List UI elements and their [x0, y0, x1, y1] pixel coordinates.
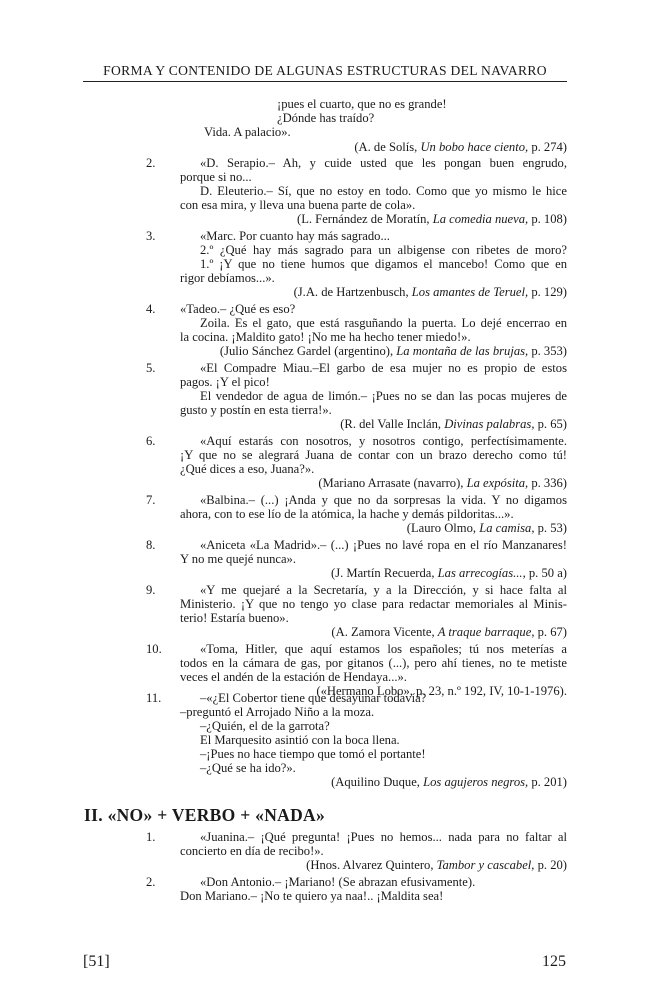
- source-citation: (Hnos. Alvarez Quintero, Tambor y cascabel, p. 20): [306, 858, 567, 872]
- example-line: Don Mariano.– ¡No te quiero ya naa!.. ¡Maldita sea!: [180, 889, 444, 903]
- example-line: «Marc. Por cuanto hay más sagrado...: [200, 229, 390, 243]
- example-line: porque si no...: [180, 170, 252, 184]
- source-citation: («Hermano Lobo», p. 23, n.º 192, IV, 10-1-1976).: [316, 684, 567, 698]
- example-number: 10.: [146, 642, 162, 656]
- example-number: 4.: [146, 302, 156, 316]
- example-line: «Y me quejaré a la Secretaría, y a la Dirección, y si hace falta al: [200, 583, 567, 597]
- example-line: ¡Y que no se alegrará Juana de contar con un brazo derecho como tú!: [180, 448, 567, 462]
- example-line: «El Compadre Miau.–El garbo de esa mujer no es propio de estos: [200, 361, 567, 375]
- example-line: –¿Quién, el de la garrota?: [200, 719, 330, 733]
- source-citation: (Julio Sánchez Gardel (argentino), La montaña de las brujas, p. 353): [219, 344, 567, 358]
- example-line: –preguntó el Arrojado Niño a la moza.: [180, 705, 375, 719]
- verse-line: ¿Dónde has traído?: [277, 111, 375, 125]
- page-number: 125: [542, 953, 566, 970]
- folio-left: [51]: [83, 953, 110, 970]
- example-line: –«¿El Cobertor tiene que desayunar todavía?: [200, 691, 427, 705]
- example-number: 2.: [146, 156, 156, 170]
- example-number: 3.: [146, 229, 156, 243]
- source-citation: (A. Zamora Vicente, A traque barraque, p. 67): [331, 625, 567, 639]
- example-number: 5.: [146, 361, 156, 375]
- header-rule: [83, 81, 567, 82]
- source-citation: (Aquilino Duque, Los agujeros negros, p. 201): [331, 775, 567, 789]
- example-line: «Tadeo.– ¿Qué es eso?: [180, 302, 296, 316]
- running-head: FORMA Y CONTENIDO DE ALGUNAS ESTRUCTURAS DEL NAVARRO: [103, 63, 547, 78]
- example-line: Zoila. Es el gato, que está rasguñando la puerta. Lo dejé encerrao en: [200, 316, 567, 330]
- source-citation: (Lauro Olmo, La camisa, p. 53): [406, 521, 567, 535]
- example-line: –¡Pues no hace tiempo que tomó el portante!: [200, 747, 426, 761]
- source-citation: (R. del Valle Inclán, Divinas palabras, p. 65): [340, 417, 567, 431]
- source-citation: (L. Fernández de Moratín, La comedia nueva, p. 108): [297, 212, 567, 226]
- section-heading: II. «NO» + VERBO + «NADA»: [84, 805, 326, 825]
- example-line: gusto y postín en esta tierra!».: [180, 403, 332, 417]
- example-number: 1.: [146, 830, 156, 844]
- example-line: «Toma, Hitler, que aquí estamos los españoles; tú nos meterías a: [200, 642, 567, 656]
- example-line: Ministerio. ¡Y que no tengo yo clase para redactar memoriales al Minis-: [180, 597, 567, 611]
- example-line: –¿Qué se ha ido?».: [200, 761, 296, 775]
- example-line: Y no me quejé nunca».: [180, 552, 296, 566]
- example-line: «Balbina.– (...) ¡Anda y que no da sorpresas la vida. Y no digamos: [200, 493, 567, 507]
- example-line: El Marquesito asintió con la boca llena.: [200, 733, 400, 747]
- example-line: 1.º ¡Y que no tiene humos que digamos el mancebo! Como que en: [200, 257, 567, 271]
- example-line: «Don Antonio.– ¡Mariano! (Se abrazan efusivamente).: [200, 875, 476, 889]
- example-line: «D. Serapio.– Ah, y cuide usted que les pongan buen engrudo,: [200, 156, 567, 170]
- example-line: El vendedor de agua de limón.– ¡Pues no se dan las pocas mujeres de: [200, 389, 567, 403]
- example-number: 7.: [146, 493, 156, 507]
- example-number: 9.: [146, 583, 156, 597]
- example-line: «Aniceta «La Madrid».– (...) ¡Pues no lavé ropa en el río Manzanares!: [200, 538, 567, 552]
- example-number: 11.: [146, 691, 162, 705]
- example-line: D. Eleuterio.– Sí, que no estoy en todo. Como que yo mismo le hice: [200, 184, 567, 198]
- example-line: ahora, con to ese lío de la atómica, la hache y demás pildoritas...».: [180, 507, 514, 521]
- source-citation: (Mariano Arrasate (navarro), La expósita, p. 336): [318, 476, 567, 490]
- source-citation: (J. Martín Recuerda, Las arrecogías..., p. 50 a): [331, 566, 567, 580]
- source-citation: (A. de Solís, Un bobo hace ciento, p. 274): [354, 140, 567, 154]
- example-line: concierto en día de recibo!».: [180, 844, 324, 858]
- example-line: «Juanina.– ¡Qué pregunta! ¡Pues no hemos... nada para no faltar al: [200, 830, 567, 844]
- example-number: 6.: [146, 434, 156, 448]
- example-line: la cocina. ¡Maldito gato! ¡No me ha hecho tener miedo!».: [180, 330, 471, 344]
- example-line: todos en la cámara de gas, por gitanos (...), pero ahí tienes, no te metiste: [180, 656, 567, 670]
- example-number: 2.: [146, 875, 156, 889]
- verse-line: ¡pues el cuarto, que no es grande!: [277, 97, 447, 111]
- source-citation: (J.A. de Hartzenbusch, Los amantes de Teruel, p. 129): [293, 285, 567, 299]
- example-line: veces el andén de la estación de Hendaya...».: [180, 670, 407, 684]
- example-line: ¿Qué dices a eso, Juana?».: [180, 462, 315, 476]
- example-number: 8.: [146, 538, 156, 552]
- example-line: «Aquí estarás con nosotros, y nosotros contigo, perfectísimamente.: [200, 434, 567, 448]
- verse-line: Vida. A palacio».: [204, 125, 291, 139]
- example-line: pagos. ¡Y el pico!: [180, 375, 270, 389]
- example-line: con esa mira, y lleva una buena parte de cola».: [180, 198, 416, 212]
- example-line: terio! Estaría bueno».: [180, 611, 289, 625]
- example-line: rigor debíamos...».: [180, 271, 275, 285]
- example-line: 2.º ¿Qué hay más sagrado para un albigense con ribetes de moro?: [200, 243, 567, 257]
